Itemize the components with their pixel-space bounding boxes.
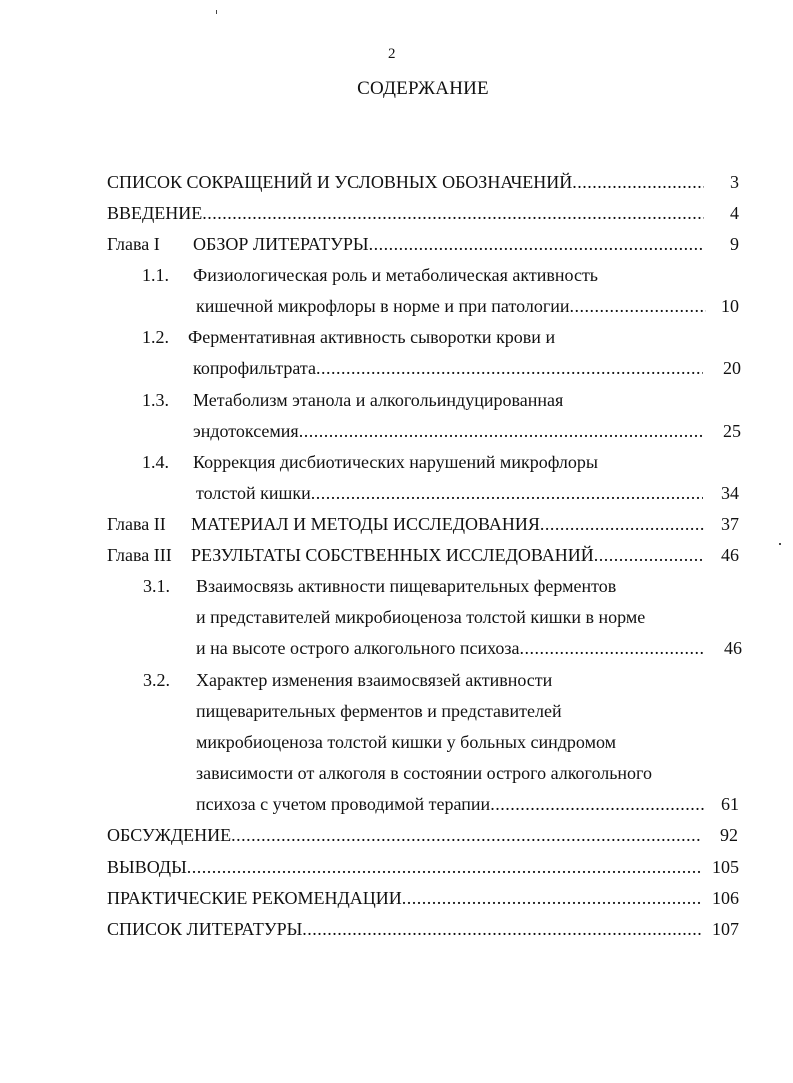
leader-dots <box>302 918 701 940</box>
section-number: 1.2. <box>142 327 169 347</box>
toc-entry-text: эндотоксемия <box>193 421 299 441</box>
toc-entry-text: Коррекция дисбиотических нарушений микрофлоры <box>193 452 598 472</box>
leader-dots <box>520 637 705 659</box>
toc-entry-text: Ферментативная активность сыворотки крови и <box>188 327 556 347</box>
toc-page-number: 105 <box>712 857 739 877</box>
section-number: 1.3. <box>142 390 169 410</box>
toc-entry-section-1-1[interactable] <box>196 295 706 317</box>
section-number: 3.1. <box>143 576 170 596</box>
toc-entry-chapter-2[interactable] <box>191 513 704 535</box>
toc-entry-references[interactable] <box>107 918 701 940</box>
toc-entry-text: СПИСОК СОКРАЩЕНИЙ И УСЛОВНЫХ ОБОЗНАЧЕНИЙ <box>107 172 573 192</box>
toc-page-number: 61 <box>721 794 739 814</box>
toc-entry-section-1-2[interactable] <box>193 357 703 379</box>
toc-entry-text: пищеварительных ферментов и представителей <box>196 701 562 721</box>
page-title: СОДЕРЖАНИЕ <box>357 78 489 99</box>
leader-dots <box>369 233 703 255</box>
leader-dots <box>490 793 704 815</box>
toc-page-number: 4 <box>730 203 739 223</box>
toc-entry-text: и на высоте острого алкогольного психоза <box>196 638 520 658</box>
leader-dots <box>402 887 701 909</box>
leader-dots <box>202 202 704 224</box>
toc-page-number: 37 <box>721 514 739 534</box>
section-number: 3.2. <box>143 670 170 690</box>
leader-dots <box>231 824 701 846</box>
chapter-label: Глава III <box>107 545 172 565</box>
section-number: 1.4. <box>142 452 169 472</box>
toc-entry-discussion[interactable] <box>107 824 701 846</box>
toc-entry-section-1-4[interactable] <box>196 482 703 504</box>
leader-dots <box>299 420 703 442</box>
toc-page-number: 10 <box>721 296 739 316</box>
toc-page-number: 9 <box>730 234 739 254</box>
leader-dots <box>316 357 703 379</box>
toc-entry-text: копрофильтрата <box>193 358 316 378</box>
toc-page-number: 46 <box>721 545 739 565</box>
toc-entry-text: Характер изменения взаимосвязей активности <box>196 670 553 690</box>
leader-dots <box>311 482 703 504</box>
toc-entry-text: кишечной микрофлоры в норме и при патологии <box>196 296 570 316</box>
toc-entry-conclusions[interactable] <box>107 856 701 878</box>
toc-entry-text: Физиологическая роль и метаболическая активность <box>193 265 599 285</box>
toc-entry-abbreviations[interactable] <box>107 171 704 193</box>
toc-entry-text: ВЫВОДЫ <box>107 857 187 877</box>
leader-dots <box>572 171 704 193</box>
toc-page-number: 20 <box>723 358 741 378</box>
toc-entry-text: и представителей микробиоценоза толстой кишки в норме <box>196 607 646 627</box>
toc-entry-section-3-2[interactable] <box>196 793 704 815</box>
leader-dots <box>187 856 701 878</box>
toc-page-number: 92 <box>720 825 738 845</box>
toc-entry-text: ПРАКТИЧЕСКИЕ РЕКОМЕНДАЦИИ <box>107 888 402 908</box>
toc-entry-chapter-1[interactable] <box>193 233 703 255</box>
leader-dots <box>594 544 702 566</box>
toc-entry-section-3-1[interactable] <box>196 637 704 659</box>
toc-entry-text: зависимости от алкоголя в состоянии острого алкогольного <box>196 763 652 783</box>
toc-entry-text: психоза с учетом проводимой терапии <box>196 794 491 814</box>
leader-dots <box>540 513 704 535</box>
toc-page-number: 34 <box>721 483 739 503</box>
toc-entry-section-1-3[interactable] <box>193 420 703 442</box>
chapter-label: Глава I <box>107 234 160 254</box>
toc-entry-text: ОБЗОР ЛИТЕРАТУРЫ <box>193 234 369 254</box>
toc-entry-text: РЕЗУЛЬТАТЫ СОБСТВЕННЫХ ИССЛЕДОВАНИЙ <box>191 545 594 565</box>
toc-page-number: 107 <box>712 919 739 939</box>
toc-entry-text: ОБСУЖДЕНИЕ <box>107 825 232 845</box>
toc-entry-text: МАТЕРИАЛ И МЕТОДЫ ИССЛЕДОВАНИЯ <box>191 514 540 534</box>
chapter-label: Глава II <box>107 514 166 534</box>
toc-entry-chapter-3[interactable] <box>191 544 702 566</box>
toc-entry-text: микробиоценоза толстой кишки у больных синдромом <box>196 732 617 752</box>
toc-page-number: 106 <box>712 888 739 908</box>
toc-entry-text: Метаболизм этанола и алкогольиндуцированная <box>193 390 564 410</box>
toc-entry-text: Взаимосвязь активности пищеварительных ферментов <box>196 576 617 596</box>
toc-entry-text: толстой кишки <box>196 483 311 503</box>
leader-dots <box>569 295 706 317</box>
section-number: 1.1. <box>142 265 169 285</box>
toc-entry-recommendations[interactable] <box>107 887 701 909</box>
toc-page-number: 3 <box>730 172 739 192</box>
toc-entry-text: СПИСОК ЛИТЕРАТУРЫ <box>107 919 303 939</box>
toc-page-number: 46 <box>724 638 742 658</box>
toc-page-number: 25 <box>723 421 741 441</box>
toc-entry-introduction[interactable] <box>107 202 704 224</box>
toc-entry-text: ВВЕДЕНИЕ <box>107 203 203 223</box>
